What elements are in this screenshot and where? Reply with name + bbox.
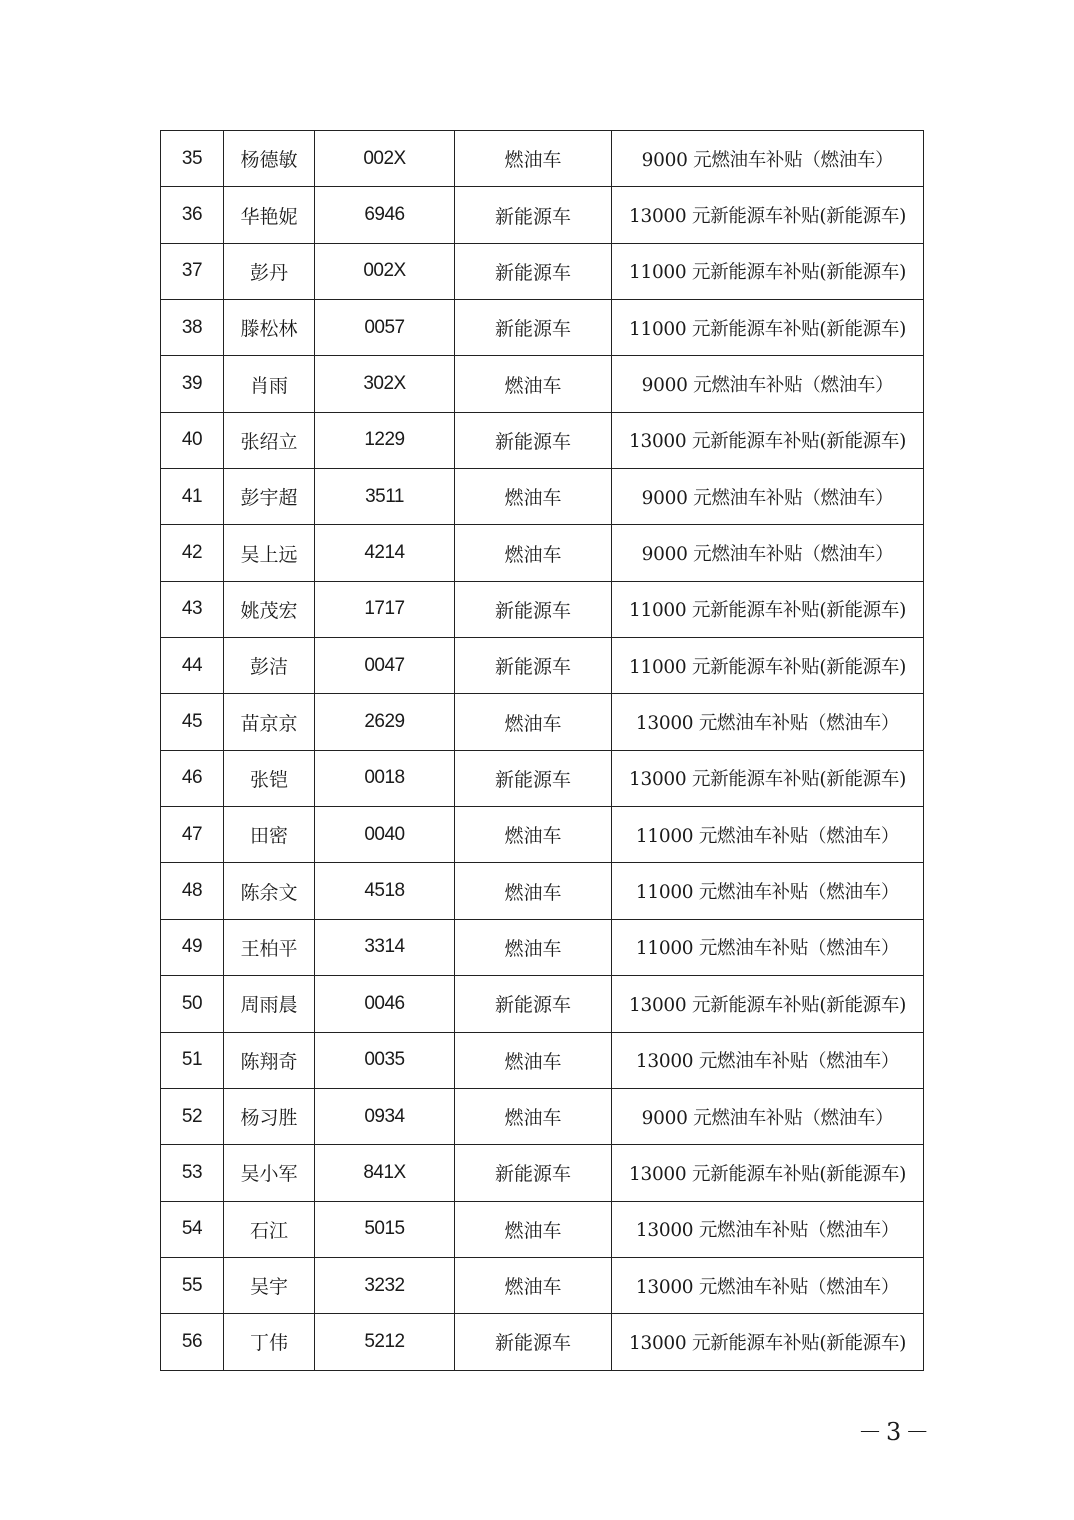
table-row [161,1145,924,1201]
subsidy-description: 13000 元新能源车补贴(新能源车) [612,187,924,243]
subsidy-description: 13000 元新能源车补贴(新能源车) [612,976,924,1032]
subsidy-description: 13000 元燃油车补贴（燃油车） [612,1201,924,1257]
person-name: 姚茂宏 [224,581,315,637]
id-suffix: 841X [315,1145,455,1201]
id-suffix: 3314 [315,919,455,975]
table-row [161,976,924,1032]
person-name: 石江 [224,1201,315,1257]
table-row [161,1257,924,1313]
vehicle-type: 燃油车 [455,469,612,525]
row-number: 38 [161,300,224,356]
row-number: 36 [161,187,224,243]
table-row [161,131,924,187]
id-suffix: 0057 [315,300,455,356]
subsidy-description: 13000 元燃油车补贴（燃油车） [612,694,924,750]
id-suffix: 1717 [315,581,455,637]
person-name: 彭丹 [224,243,315,299]
vehicle-type: 新能源车 [455,638,612,694]
subsidy-description: 11000 元新能源车补贴(新能源车) [612,638,924,694]
vehicle-type: 燃油车 [455,131,612,187]
id-suffix: 0046 [315,976,455,1032]
row-number: 55 [161,1257,224,1313]
subsidy-description: 9000 元燃油车补贴（燃油车） [612,356,924,412]
person-name: 杨德敏 [224,131,315,187]
row-number: 51 [161,1032,224,1088]
subsidy-description: 11000 元新能源车补贴(新能源车) [612,581,924,637]
vehicle-type: 新能源车 [455,243,612,299]
table-row [161,807,924,863]
table-row [161,694,924,750]
id-suffix: 002X [315,131,455,187]
person-name: 丁伟 [224,1314,315,1370]
subsidy-description: 13000 元新能源车补贴(新能源车) [612,750,924,806]
row-number: 47 [161,807,224,863]
vehicle-type: 燃油车 [455,1088,612,1144]
page-number: －3－ [858,1418,934,1446]
vehicle-type: 新能源车 [455,412,612,468]
row-number: 52 [161,1088,224,1144]
id-suffix: 0018 [315,750,455,806]
id-suffix: 1229 [315,412,455,468]
person-name: 吴小军 [224,1145,315,1201]
row-number: 49 [161,919,224,975]
subsidy-description: 9000 元燃油车补贴（燃油车） [612,525,924,581]
subsidy-description: 11000 元新能源车补贴(新能源车) [612,243,924,299]
subsidy-description: 13000 元燃油车补贴（燃油车） [612,1032,924,1088]
id-suffix: 4518 [315,863,455,919]
vehicle-type: 新能源车 [455,581,612,637]
table-row [161,863,924,919]
table-row [161,1088,924,1144]
person-name: 陈翔奇 [224,1032,315,1088]
table-row [161,187,924,243]
vehicle-type: 燃油车 [455,1032,612,1088]
id-suffix: 2629 [315,694,455,750]
row-number: 46 [161,750,224,806]
vehicle-type: 新能源车 [455,976,612,1032]
vehicle-type: 燃油车 [455,694,612,750]
table-row [161,300,924,356]
subsidy-description: 11000 元燃油车补贴（燃油车） [612,919,924,975]
table-row [161,919,924,975]
row-number: 37 [161,243,224,299]
vehicle-type: 燃油车 [455,919,612,975]
id-suffix: 3511 [315,469,455,525]
person-name: 张绍立 [224,412,315,468]
row-number: 54 [161,1201,224,1257]
person-name: 滕松林 [224,300,315,356]
vehicle-type: 燃油车 [455,356,612,412]
row-number: 44 [161,638,224,694]
id-suffix: 0040 [315,807,455,863]
id-suffix: 3232 [315,1257,455,1313]
person-name: 肖雨 [224,356,315,412]
table-row [161,1032,924,1088]
subsidy-description: 9000 元燃油车补贴（燃油车） [612,469,924,525]
vehicle-type: 新能源车 [455,300,612,356]
id-suffix: 6946 [315,187,455,243]
subsidy-description: 13000 元新能源车补贴(新能源车) [612,412,924,468]
vehicle-type: 新能源车 [455,750,612,806]
id-suffix: 0934 [315,1088,455,1144]
row-number: 39 [161,356,224,412]
vehicle-type: 燃油车 [455,807,612,863]
subsidy-description: 11000 元燃油车补贴（燃油车） [612,863,924,919]
person-name: 华艳妮 [224,187,315,243]
table-row [161,750,924,806]
id-suffix: 002X [315,243,455,299]
id-suffix: 302X [315,356,455,412]
person-name: 田密 [224,807,315,863]
table-row [161,581,924,637]
person-name: 吴宇 [224,1257,315,1313]
row-number: 56 [161,1314,224,1370]
id-suffix: 5015 [315,1201,455,1257]
table-row [161,525,924,581]
id-suffix: 0035 [315,1032,455,1088]
vehicle-type: 燃油车 [455,1201,612,1257]
vehicle-type: 新能源车 [455,187,612,243]
row-number: 42 [161,525,224,581]
vehicle-type: 燃油车 [455,1257,612,1313]
id-suffix: 5212 [315,1314,455,1370]
person-name: 张铠 [224,750,315,806]
subsidy-table [160,130,924,1371]
row-number: 41 [161,469,224,525]
vehicle-type: 新能源车 [455,1314,612,1370]
row-number: 43 [161,581,224,637]
table-row [161,356,924,412]
table-row [161,243,924,299]
table-row [161,412,924,468]
person-name: 苗京京 [224,694,315,750]
table-row [161,638,924,694]
row-number: 53 [161,1145,224,1201]
row-number: 50 [161,976,224,1032]
person-name: 陈余文 [224,863,315,919]
subsidy-description: 13000 元新能源车补贴(新能源车) [612,1314,924,1370]
row-number: 40 [161,412,224,468]
id-suffix: 0047 [315,638,455,694]
subsidy-description: 11000 元燃油车补贴（燃油车） [612,807,924,863]
subsidy-description: 11000 元新能源车补贴(新能源车) [612,300,924,356]
id-suffix: 4214 [315,525,455,581]
table-row [161,469,924,525]
person-name: 彭宇超 [224,469,315,525]
row-number: 45 [161,694,224,750]
row-number: 48 [161,863,224,919]
person-name: 吴上远 [224,525,315,581]
subsidy-description: 13000 元新能源车补贴(新能源车) [612,1145,924,1201]
person-name: 彭洁 [224,638,315,694]
person-name: 周雨晨 [224,976,315,1032]
subsidy-description: 9000 元燃油车补贴（燃油车） [612,1088,924,1144]
subsidy-description: 13000 元燃油车补贴（燃油车） [612,1257,924,1313]
table-row [161,1314,924,1370]
row-number: 35 [161,131,224,187]
vehicle-type: 燃油车 [455,525,612,581]
vehicle-type: 燃油车 [455,863,612,919]
vehicle-type: 新能源车 [455,1145,612,1201]
subsidy-description: 9000 元燃油车补贴（燃油车） [612,131,924,187]
table-row [161,1201,924,1257]
person-name: 王柏平 [224,919,315,975]
person-name: 杨习胜 [224,1088,315,1144]
